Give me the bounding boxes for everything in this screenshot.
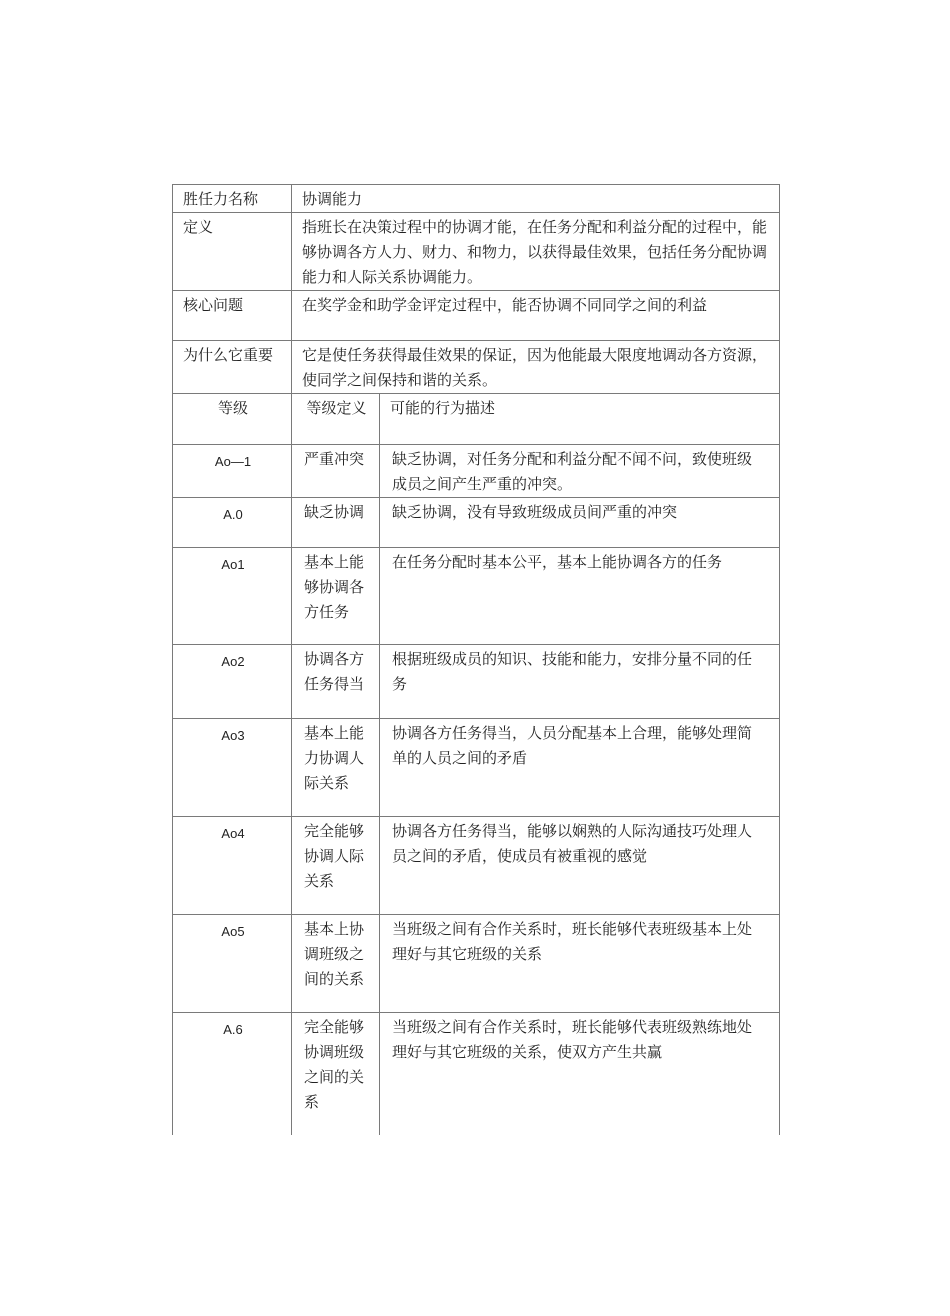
competency-table-container bbox=[172, 184, 779, 1135]
level-code: A.6 bbox=[173, 1013, 292, 1135]
table-row bbox=[173, 445, 780, 498]
level-behavior: 根据班级成员的知识、技能和能力，安排分量不同的任务 bbox=[380, 645, 780, 719]
level-code: Ao—1 bbox=[173, 445, 292, 498]
table-row bbox=[173, 498, 780, 548]
competency-name-value: 协调能力 bbox=[292, 185, 780, 213]
level-definition: 协调各方任务得当 bbox=[292, 645, 380, 719]
definition-label: 定义 bbox=[173, 213, 292, 291]
table-row bbox=[173, 915, 780, 1013]
level-behavior: 协调各方任务得当，能够以娴熟的人际沟通技巧处理人员之间的矛盾，使成员有被重视的感觉 bbox=[380, 817, 780, 915]
table-row bbox=[173, 291, 780, 341]
table-row bbox=[173, 1013, 780, 1135]
level-definition: 基本上协调班级之间的关系 bbox=[292, 915, 380, 1013]
level-code: Ao2 bbox=[173, 645, 292, 719]
table-row bbox=[173, 341, 780, 394]
level-behavior: 当班级之间有合作关系时，班长能够代表班级基本上处理好与其它班级的关系 bbox=[380, 915, 780, 1013]
core-question-label: 核心问题 bbox=[173, 291, 292, 341]
level-definition: 基本上能够协调各方任务 bbox=[292, 548, 380, 645]
level-code: Ao5 bbox=[173, 915, 292, 1013]
level-behavior: 缺乏协调，没有导致班级成员间严重的冲突 bbox=[380, 498, 780, 548]
level-behavior: 在任务分配时基本公平，基本上能协调各方的任务 bbox=[380, 548, 780, 645]
competency-name-label: 胜任力名称 bbox=[173, 185, 292, 213]
importance-value: 它是使任务获得最佳效果的保证，因为他能最大限度地调动各方资源，使同学之间保持和谐的关系。 bbox=[292, 341, 780, 394]
table-row bbox=[173, 548, 780, 645]
level-definition: 严重冲突 bbox=[292, 445, 380, 498]
behavior-column-header: 可能的行为描述 bbox=[380, 394, 780, 445]
table-row bbox=[173, 817, 780, 915]
grade-definition-column-header: 等级定义 bbox=[292, 394, 380, 445]
competency-table bbox=[172, 184, 780, 1135]
level-code: A.0 bbox=[173, 498, 292, 548]
table-row bbox=[173, 719, 780, 817]
core-question-value: 在奖学金和助学金评定过程中，能否协调不同同学之间的利益 bbox=[292, 291, 780, 341]
grade-column-header: 等级 bbox=[173, 394, 292, 445]
level-definition: 基本上能力协调人际关系 bbox=[292, 719, 380, 817]
table-row bbox=[173, 213, 780, 291]
importance-label: 为什么它重要 bbox=[173, 341, 292, 394]
level-definition: 完全能够协调人际关系 bbox=[292, 817, 380, 915]
level-code: Ao1 bbox=[173, 548, 292, 645]
level-code: Ao4 bbox=[173, 817, 292, 915]
table-header-row bbox=[173, 394, 780, 445]
level-definition: 缺乏协调 bbox=[292, 498, 380, 548]
level-definition: 完全能够协调班级之间的关系 bbox=[292, 1013, 380, 1135]
definition-value: 指班长在决策过程中的协调才能，在任务分配和利益分配的过程中，能够协调各方人力、财力、和物力，以获得最佳效果，包括任务分配协调能力和人际关系协调能力。 bbox=[292, 213, 780, 291]
table-row bbox=[173, 185, 780, 213]
level-behavior: 当班级之间有合作关系时，班长能够代表班级熟练地处理好与其它班级的关系，使双方产生共赢 bbox=[380, 1013, 780, 1135]
table-row bbox=[173, 645, 780, 719]
level-behavior: 缺乏协调，对任务分配和利益分配不闻不问，致使班级成员之间产生严重的冲突。 bbox=[380, 445, 780, 498]
level-code: Ao3 bbox=[173, 719, 292, 817]
level-behavior: 协调各方任务得当，人员分配基本上合理，能够处理简单的人员之间的矛盾 bbox=[380, 719, 780, 817]
